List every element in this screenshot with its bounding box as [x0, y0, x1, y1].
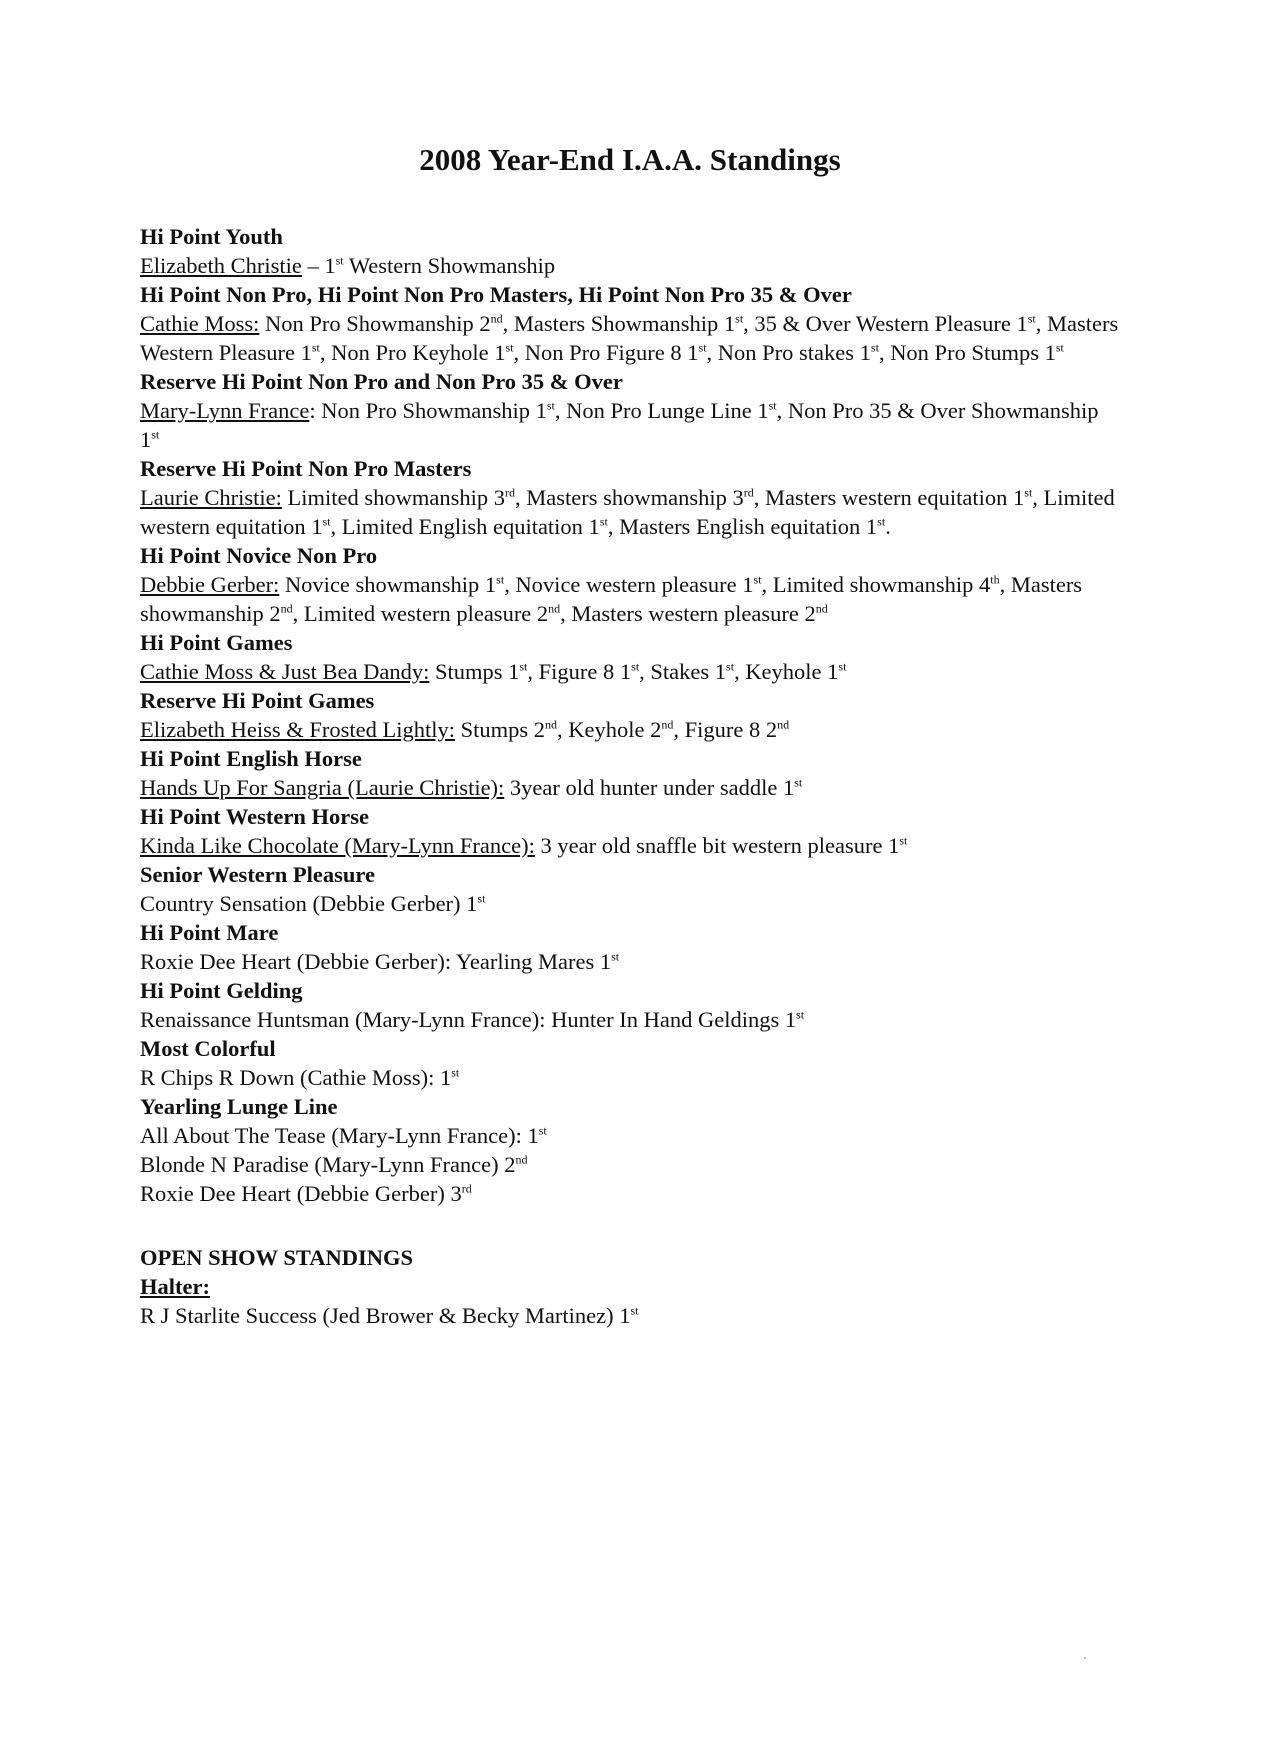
section-heading: Yearling Lunge Line: [140, 1094, 338, 1119]
standing-entry: [140, 947, 1120, 976]
entry-text: , Masters Showmanship 1: [502, 311, 736, 336]
section-heading: Senior Western Pleasure: [140, 862, 375, 887]
section-heading: Hi Point Western Horse: [140, 804, 369, 829]
section-heading: Reserve Hi Point Non Pro and Non Pro 35 & Over: [140, 369, 623, 394]
ordinal-suffix: nd: [548, 601, 561, 616]
entry-text: : Non Pro Showmanship 1: [309, 398, 547, 423]
entry-text: , Keyhole 1: [734, 659, 839, 684]
ordinal-suffix: st: [519, 659, 528, 674]
entry-text: , Keyhole 2: [557, 717, 662, 742]
entry-text: , Figure 8 2: [673, 717, 778, 742]
entry-text: Roxie Dee Heart (Debbie Gerber): Yearling Mares 1: [140, 949, 612, 974]
entry-text: , Non Pro stakes 1: [706, 340, 871, 365]
standing-entry: [140, 715, 1120, 744]
section-heading: Most Colorful: [140, 1036, 276, 1061]
entry-text: Stumps 1: [429, 659, 520, 684]
ordinal-suffix: st: [899, 833, 908, 848]
standing-entry: [140, 1121, 1120, 1150]
standing-section: [140, 744, 1120, 802]
ordinal-suffix: st: [322, 514, 331, 529]
ordinal-suffix: st: [870, 340, 879, 355]
entry-text: , Non Pro Figure 8 1: [513, 340, 699, 365]
entry-text: Stumps 2: [454, 717, 545, 742]
entry-name: Cathie Moss:: [140, 311, 260, 336]
open-show-section: [140, 1243, 1120, 1330]
entry-text: Limited showmanship 3: [281, 485, 505, 510]
section-heading: Reserve Hi Point Games: [140, 688, 375, 713]
ordinal-suffix: st: [1027, 311, 1036, 326]
standing-section: [140, 1092, 1120, 1208]
section-heading: Reserve Hi Point Non Pro Masters: [140, 456, 472, 481]
ordinal-suffix: nd: [515, 1152, 528, 1167]
entry-text: Novice showmanship 1: [279, 572, 497, 597]
ordinal-suffix: st: [335, 253, 344, 268]
ordinal-suffix: st: [611, 949, 620, 964]
standing-section: [140, 686, 1120, 744]
entry-name: Elizabeth Christie: [140, 253, 302, 278]
entry-text: , Limited western equitation 1: [140, 485, 1115, 539]
section-heading: Hi Point Youth: [140, 224, 283, 249]
ordinal-suffix: st: [796, 1007, 805, 1022]
standing-section: [140, 918, 1120, 976]
ordinal-suffix: st: [538, 1123, 547, 1138]
standing-section: [140, 280, 1120, 367]
ordinal-suffix: st: [451, 1065, 460, 1080]
section-heading: Hi Point Mare: [140, 920, 279, 945]
section-heading: Hi Point Novice Non Pro: [140, 543, 378, 568]
entry-text: R Chips R Down (Cathie Moss): 1: [140, 1065, 452, 1090]
ordinal-suffix: st: [726, 659, 735, 674]
standing-section: [140, 454, 1120, 541]
standing-entry: [140, 309, 1120, 367]
page-title: 2008 Year-End I.A.A. Standings: [419, 142, 841, 177]
entry-text: , Non Pro Stumps 1: [878, 340, 1056, 365]
ordinal-suffix: rd: [461, 1181, 472, 1196]
entry-name: Hands Up For Sangria (Laurie Christie):: [140, 775, 505, 800]
entry-text: , Figure 8 1: [527, 659, 632, 684]
ordinal-suffix: st: [546, 398, 555, 413]
entry-text: , Novice western pleasure 1: [504, 572, 754, 597]
entry-text: R J Starlite Success (Jed Brower & Becky Martinez) 1: [140, 1303, 631, 1328]
ordinal-suffix: rd: [504, 485, 515, 500]
entry-text: Roxie Dee Heart (Debbie Gerber) 3: [140, 1181, 462, 1206]
ordinal-suffix: rd: [743, 485, 754, 500]
section-heading: Hi Point Gelding: [140, 978, 303, 1003]
section-heading: Hi Point Non Pro, Hi Point Non Pro Masters, Hi Point Non Pro 35 & Over: [140, 282, 852, 307]
ordinal-suffix: st: [735, 311, 744, 326]
ordinal-suffix: st: [599, 514, 608, 529]
entry-text: , Masters western pleasure 2: [560, 601, 816, 626]
entry-name: Elizabeth Heiss & Frosted Lightly:: [140, 717, 455, 742]
ordinal-suffix: st: [1055, 340, 1064, 355]
entry-text: Renaissance Huntsman (Mary-Lynn France): Hunter In Hand Geldings 1: [140, 1007, 797, 1032]
entry-text: .: [885, 514, 891, 539]
entry-text: Country Sensation (Debbie Gerber) 1: [140, 891, 478, 916]
ordinal-suffix: nd: [280, 601, 293, 616]
standing-entry: [140, 570, 1120, 628]
ordinal-suffix: st: [505, 340, 514, 355]
standing-section: [140, 976, 1120, 1034]
standing-entry: [140, 1005, 1120, 1034]
standing-section: [140, 367, 1120, 454]
ordinal-suffix: th: [990, 572, 1000, 587]
entry-text: All About The Tease (Mary-Lynn France): 1: [140, 1123, 539, 1148]
entry-text: , Masters western equitation 1: [753, 485, 1025, 510]
entry-text: 3year old hunter under saddle 1: [504, 775, 795, 800]
open-show-heading: OPEN SHOW STANDINGS: [140, 1245, 413, 1270]
ordinal-suffix: nd: [545, 717, 557, 732]
standing-section: [140, 860, 1120, 918]
ordinal-suffix: st: [877, 514, 886, 529]
standing-entry: [140, 1179, 1120, 1208]
standing-section: [140, 541, 1120, 628]
entry-name: Cathie Moss & Just Bea Dandy:: [140, 659, 430, 684]
standing-entry: [140, 889, 1120, 918]
ordinal-suffix: st: [698, 340, 707, 355]
ordinal-suffix: st: [311, 340, 320, 355]
open-show-entries: [140, 1301, 1120, 1330]
ordinal-suffix: st: [631, 659, 640, 674]
entry-text: , Masters showmanship 2: [140, 572, 1083, 626]
section-heading: Hi Point Games: [140, 630, 293, 655]
ordinal-suffix: st: [838, 659, 847, 674]
standings-body: [140, 222, 1120, 1330]
entry-name: Kinda Like Chocolate (Mary-Lynn France):: [140, 833, 535, 858]
entry-text: , Non Pro Keyhole 1: [319, 340, 506, 365]
standing-section: [140, 222, 1120, 280]
standing-section: [140, 802, 1120, 860]
ordinal-suffix: st: [768, 398, 777, 413]
halter-subheading: Halter:: [140, 1274, 210, 1299]
standing-entry: [140, 831, 1120, 860]
ordinal-suffix: st: [151, 427, 160, 442]
section-spacer: [140, 1208, 1120, 1237]
entry-name: Mary-Lynn France: [140, 398, 310, 423]
ordinal-suffix: st: [477, 891, 486, 906]
standing-entry: [140, 657, 1120, 686]
standing-entry: [140, 251, 1120, 280]
ordinal-suffix: nd: [815, 601, 828, 616]
entry-text: , Masters English equitation 1: [607, 514, 878, 539]
standing-section: [140, 628, 1120, 686]
ordinal-suffix: st: [1024, 485, 1033, 500]
entry-text: , Masters showmanship 3: [514, 485, 744, 510]
ordinal-suffix: nd: [490, 311, 503, 326]
entry-text: , Masters Western Pleasure 1: [140, 311, 1119, 365]
ordinal-suffix: st: [753, 572, 762, 587]
entry-name: Debbie Gerber:: [140, 572, 280, 597]
open-show-entry: [140, 1301, 1120, 1330]
ordinal-suffix: st: [630, 1303, 639, 1318]
standing-entry: [140, 483, 1120, 541]
standing-entry: [140, 773, 1120, 802]
entry-text: , Non Pro Lunge Line 1: [554, 398, 769, 423]
entry-text: , 35 & Over Western Pleasure 1: [743, 311, 1028, 336]
entry-text: 3 year old snaffle bit western pleasure 1: [534, 833, 900, 858]
standing-section: [140, 1034, 1120, 1092]
standing-entry: [140, 1063, 1120, 1092]
ordinal-suffix: nd: [777, 717, 790, 732]
entry-text: , Limited western pleasure 2: [292, 601, 549, 626]
ordinal-suffix: st: [496, 572, 505, 587]
entry-text: Non Pro Showmanship 2: [259, 311, 491, 336]
entry-text: , Limited showmanship 4: [761, 572, 991, 597]
entry-text: Western Showmanship: [343, 253, 556, 278]
entry-text: , Non Pro 35 & Over Showmanship 1: [140, 398, 1099, 452]
entry-name: Laurie Christie:: [140, 485, 282, 510]
ordinal-suffix: st: [794, 775, 803, 790]
standing-entry: [140, 396, 1120, 454]
section-heading: Hi Point English Horse: [140, 746, 362, 771]
entry-text: – 1: [301, 253, 336, 278]
entry-text: Blonde N Paradise (Mary-Lynn France) 2: [140, 1152, 516, 1177]
entry-text: , Limited English equitation 1: [330, 514, 600, 539]
standing-entry: [140, 1150, 1120, 1179]
entry-text: , Stakes 1: [639, 659, 727, 684]
scan-speck: [1084, 1657, 1086, 1659]
standings-sections: [140, 222, 1120, 1208]
ordinal-suffix: nd: [661, 717, 674, 732]
